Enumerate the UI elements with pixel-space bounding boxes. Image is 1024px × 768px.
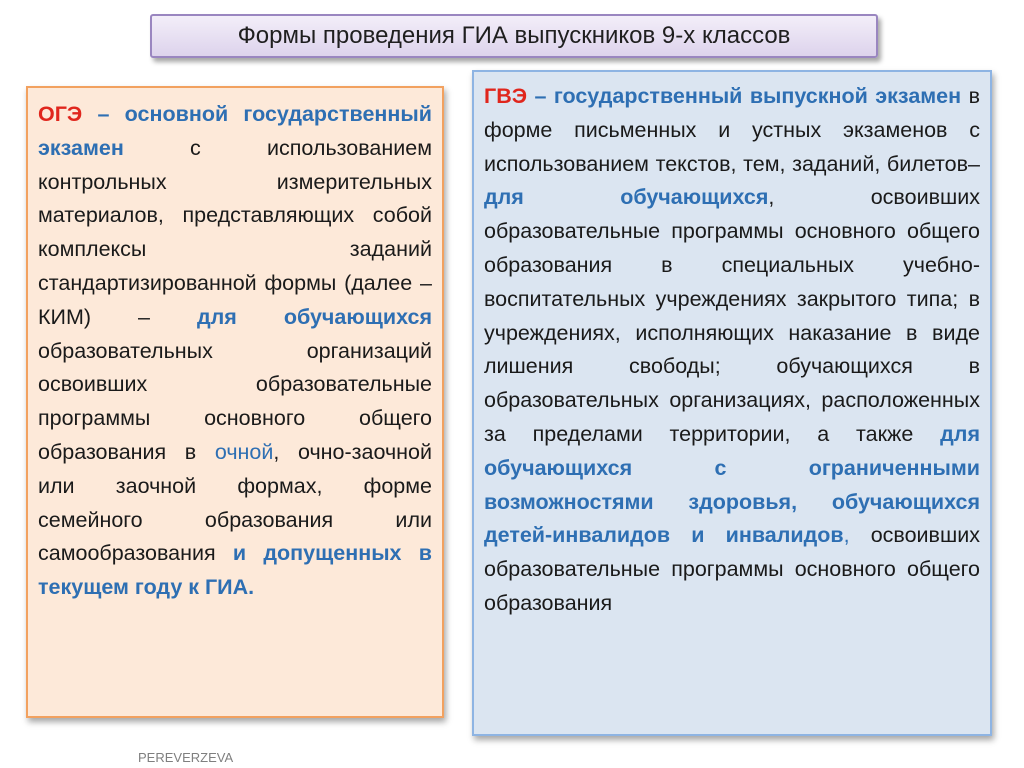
gve-highlight-students: для обучающихся bbox=[484, 185, 769, 210]
oge-highlight-students: для обучающихся bbox=[196, 304, 432, 329]
oge-text-2: образовательных организаций освоивших образовательные программы основного общего образования в bbox=[38, 338, 432, 464]
gve-abbr: ГВЭ bbox=[484, 84, 528, 108]
gve-term: – государственный выпускной экзамен bbox=[527, 84, 962, 108]
oge-highlight-full-time: очной bbox=[214, 439, 274, 464]
footer-author bbox=[138, 750, 233, 765]
slide-title-text: Формы проведения ГИА выпускников 9-х классов bbox=[237, 22, 791, 49]
gve-comma: , bbox=[843, 523, 850, 548]
footer-author-text: PEREVERZEVA bbox=[138, 750, 234, 765]
gve-description-box bbox=[472, 70, 992, 736]
oge-description-box bbox=[26, 86, 444, 718]
gve-text-3: освоивших образовательные программы основного общего образования bbox=[484, 523, 980, 615]
gve-text-2: , освоивших образовательные программы основного общего образования в специальных учебно-воспитательных учреждениях закрытого типа; в учреждениях, исполняющих наказание в виде лишения свободы; обучающихся в образовательных организациях, расположенных за пределами территории, а также bbox=[484, 185, 981, 446]
gve-text-1: в форме письменных и устных экзаменов с использованием текстов, тем, заданий, билетов– bbox=[484, 84, 980, 176]
oge-term: – основной государственный экзамен bbox=[38, 102, 432, 160]
gve-highlight-disabilities: для обучающихся с ограниченными возможностями здоровья, обучающихся детей-инвалидов и инвалидов bbox=[484, 421, 980, 548]
oge-abbr: ОГЭ bbox=[38, 102, 83, 126]
oge-highlight-admitted: и допущенных в текущем году к ГИА. bbox=[38, 541, 432, 600]
oge-text-1: с использованием контрольных измерительных материалов, представляющих собой комплексы заданий стандартизированной формы (далее – КИМ) – bbox=[38, 135, 432, 329]
oge-text-3: , очно-заочной или заочной формах, форме семейного образования или самообразования bbox=[38, 439, 432, 566]
slide-title bbox=[150, 14, 878, 58]
